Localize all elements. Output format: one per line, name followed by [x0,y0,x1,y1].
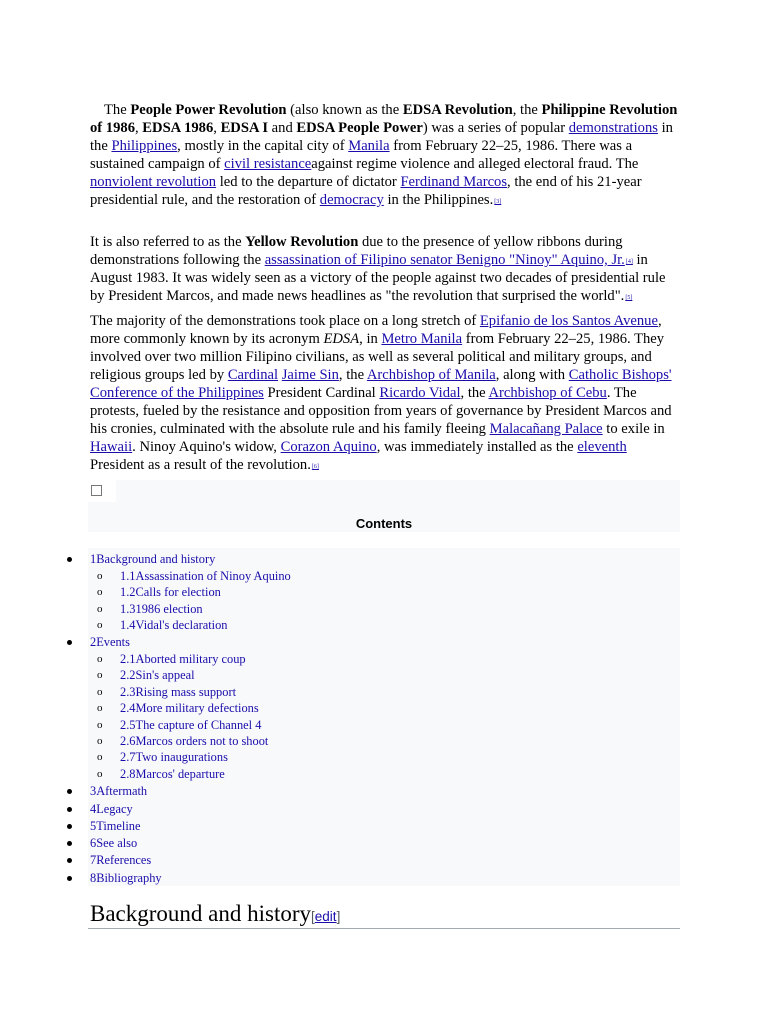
toc-bullet [67,876,72,881]
link-eleventh[interactable]: eleventh [577,439,627,455]
toc-item-label: Bibliography [96,871,162,885]
toc-sub-marker: o [97,619,103,631]
toc-item-label: Legacy [96,802,133,816]
toc-item-number: 2.3 [120,685,136,699]
toc-sub-marker: o [97,603,103,615]
toc-item-label: 1986 election [135,602,203,616]
toc-item[interactable] [120,651,246,667]
toc-item-label: Rising mass support [135,685,237,699]
bold-term: EDSA 1986 [142,120,214,136]
toc-item[interactable] [120,766,225,782]
toc-sub-marker: o [97,586,103,598]
toc-item-label: Vidal's declaration [135,618,228,632]
italic-term: EDSA [323,331,360,347]
toc-item-label: More military defections [135,701,259,715]
toc-bullet [67,858,72,863]
bold-term: Yellow Revolution [245,234,359,250]
toc-item-label: Timeline [96,819,141,833]
yellow-revolution-paragraph: It is also referred to as the Yellow Revolution due to the presence of yellow ribbons during demonstrations following the assassination of Filipino senator Benigno "Ninoy" Aquino, Jr.[4] in August 1983. It was widely seen as a victory of the people against two decades of presidential rule by President Marcos, and made news headlines as "the revolution that surprised the world".[5] [90,234,666,304]
demonstrations-paragraph: The majority of the demonstrations took place on a long stretch of Epifanio de los Santos Avenue, more commonly known by its acronym EDSA, in Metro Manila from February 22–25, 1986. They involved over two million Filipino civilians, as well as several political and military groups, and religious groups led by Cardinal Jaime Sin, the Archbishop of Manila, along with Catholic Bishops' Conference of the Philippines President Cardinal Ricardo Vidal, the Archbishop of Cebu. The protests, fueled by the resistance and opposition from years of governance by President Marcos and his cronies, culminated with the absolute rule and his family fleeing Malacañang Palace to exile in Hawaii. Ninoy Aquino's widow, Corazon Aquino, was immediately installed as the eleventh President as a result of the revolution.[6] [90,313,672,473]
toc-item-label: Events [96,635,130,649]
bold-term: Philippine Revolution of 1986 [90,102,678,136]
toc-item-label: Marcos' departure [135,767,225,781]
toc-item[interactable] [120,733,268,749]
toc-bullet [67,789,72,794]
reference-link[interactable]: [4] [625,259,633,265]
toc-item-label: Sin's appeal [135,668,195,682]
toc-item-number: 2.6 [120,734,136,748]
toc-item-number: 1.4 [120,618,136,632]
toc-item[interactable] [90,634,130,650]
toc-item-number: 2.2 [120,668,136,682]
toc-item[interactable] [90,852,151,868]
toc-item-label: Background and history [96,552,216,566]
toc-item-number: 1 [90,552,97,566]
toc-item[interactable] [120,617,227,633]
toc-sub-marker: o [97,686,103,698]
toc-bullet [67,824,72,829]
toc-item-number: 1.2 [120,585,136,599]
toc-item-label: See also [96,836,138,850]
intro-paragraph: The People Power Revolution (also known as the EDSA Revolution, the Philippine Revolution of 1986, EDSA 1986, EDSA I and EDSA People Power) was a series of popular demonstrations in the Philippines, mostly in the capital city of Manila from February 22–25, 1986. There was a sustained campaign of civil resistanceagainst regime violence and alleged electoral fraud. The nonviolent revolution led to the departure of dictator Ferdinand Marcos, the end of his 21-year presidential rule, and the restoration of democracy in the Philippines.[3] [90,102,678,208]
toc-item[interactable] [120,717,261,733]
toc-item[interactable] [90,835,137,851]
toc-sub-marker: o [97,702,103,714]
toc-item-label: Aftermath [96,784,148,798]
toc-item-number: 5 [90,819,97,833]
toc-item[interactable] [90,818,141,834]
toc-sub-marker: o [97,570,103,582]
toc-item[interactable] [90,801,133,817]
toc-item[interactable] [90,870,162,886]
toc-item-label: The capture of Channel 4 [135,718,262,732]
link-archbishop-cebu[interactable]: Archbishop of Cebu [488,385,607,401]
link-corazon-aquino[interactable]: Corazon Aquino [280,439,377,455]
toc-item-number: 2.1 [120,652,136,666]
toc-item-label: Marcos orders not to shoot [135,734,269,748]
toc-bullet [67,640,72,645]
link-demonstrations[interactable]: demonstrations [568,120,658,136]
toc-item-label: Two inaugurations [135,750,228,764]
link-jaime-sin[interactable]: Jaime Sin [281,367,339,383]
link-ricardo-vidal[interactable]: Ricardo Vidal [379,385,461,401]
toc-item-label: Aborted military coup [135,652,246,666]
link-cbcp[interactable]: Catholic Bishops' Conference of the Philippines [90,367,672,401]
toc-item[interactable] [90,551,215,567]
reference-link[interactable]: [3] [494,199,502,205]
toc-item-number: 1.1 [120,569,136,583]
link-cardinal[interactable]: Cardinal [227,367,279,383]
toc-item[interactable] [120,601,203,617]
bold-term: EDSA Revolution [402,102,513,118]
toc-item[interactable] [120,700,259,716]
toc-sub-marker: o [97,751,103,763]
edit-link[interactable]: edit [314,909,337,924]
toc-item[interactable] [120,749,228,765]
link-civil-resistance[interactable]: civil resistance [224,156,312,172]
bold-term: People Power Revolution [130,102,287,118]
section-heading: Background and history[edit] [90,901,341,926]
link-ferdinand-marcos[interactable]: Ferdinand Marcos [400,174,508,190]
toc-sub-marker: o [97,669,103,681]
toc-item[interactable] [90,783,147,799]
toc-item-label: References [96,853,152,867]
toc-item-number: 3 [90,784,97,798]
toc-item-number: 6 [90,836,97,850]
toc-sub-marker: o [97,768,103,780]
reference-link[interactable]: [6] [311,464,319,470]
reference-link[interactable]: [5] [625,295,633,301]
toc-item-label: Calls for election [135,585,221,599]
toc-bullet [67,807,72,812]
bold-term: EDSA People Power [296,120,423,136]
heading-underline [88,928,680,929]
toc-item-number: 7 [90,853,97,867]
link-philippines[interactable]: Philippines [111,138,178,154]
toc-item[interactable] [120,568,291,584]
toc-item-number: 2.5 [120,718,136,732]
toc-item-number: 1.3 [120,602,136,616]
link-manila[interactable]: Manila [348,138,390,154]
toc-bullet [67,557,72,562]
toc-sub-marker: o [97,735,103,747]
edit-section: [edit] [311,909,341,924]
toc-item-number: 8 [90,871,97,885]
toc-item-number: 2 [90,635,97,649]
toc-toggle-checkbox[interactable] [91,485,102,496]
link-assassination-aquino[interactable]: assassination of Filipino senator Benigno "Ninoy" Aquino, Jr. [264,252,625,268]
toc-item-number: 2.4 [120,701,136,715]
toc-sub-marker: o [97,653,103,665]
link-democracy[interactable]: democracy [319,192,384,208]
link-malacanang-palace[interactable]: Malacañang Palace [489,421,603,437]
toc-item[interactable] [120,684,236,700]
link-hawaii[interactable]: Hawaii [90,439,133,455]
bold-term: EDSA I [220,120,269,136]
toc-sub-marker: o [97,719,103,731]
toc-item-number: 2.8 [120,767,136,781]
toc-title: Contents [355,516,413,531]
toc-item-number: 4 [90,802,97,816]
link-edsa-avenue[interactable]: Epifanio de los Santos Avenue [479,313,658,329]
link-metro-manila[interactable]: Metro Manila [381,331,463,347]
toc-item-label: Assassination of Ninoy Aquino [135,569,291,583]
toc-item-number: 2.7 [120,750,136,764]
link-archbishop-manila[interactable]: Archbishop of Manila [366,367,496,383]
toc-bullet [67,841,72,846]
toc-item[interactable] [120,667,195,683]
toc-item[interactable] [120,584,221,600]
link-nonviolent-revolution[interactable]: nonviolent revolution [90,174,217,190]
